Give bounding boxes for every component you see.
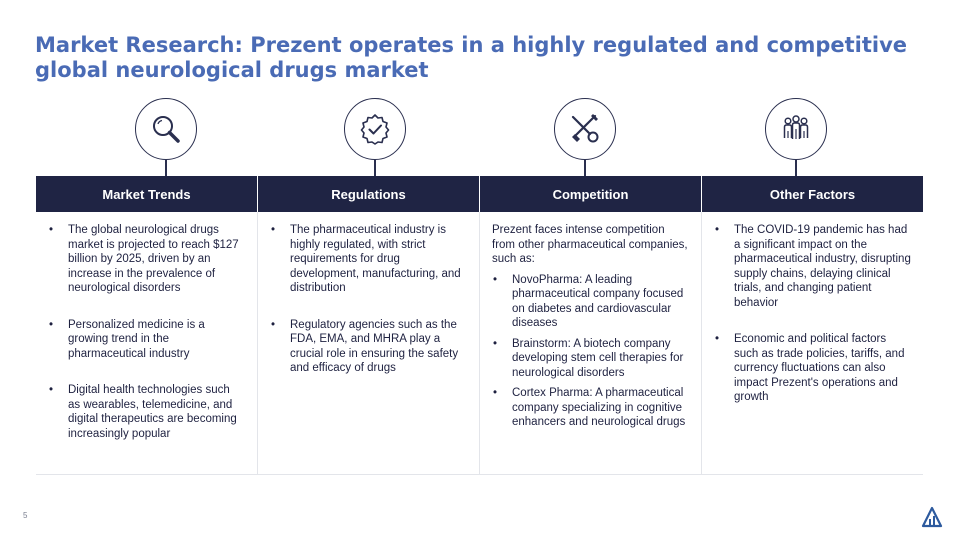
bullet-list (48, 223, 245, 441)
list-item: • The global neurological drugs market is projected to reach $127 billion by 2025, driven by an increase in the prevalence of neurological disorders (48, 223, 245, 296)
icon-connector (795, 160, 797, 177)
list-item: • Personalized medicine is a growing trend in the pharmaceutical industry (48, 318, 245, 362)
column-market-trends (36, 212, 258, 474)
slide-title: Market Research: Prezent operates in a highly regulated and competitive global neurological drugs market (35, 33, 908, 82)
bullet-list (714, 223, 911, 405)
bullet-list (492, 273, 689, 430)
icon-connector (584, 160, 586, 177)
list-item: • Regulatory agencies such as the FDA, EMA, and MHRA play a crucial role in ensuring the safety and efficacy of drugs (270, 318, 467, 376)
header-other-factors: Other Factors (769, 186, 856, 202)
brand-logo (921, 506, 943, 533)
page-number: 5 (23, 511, 28, 520)
header-market-trends: Market Trends (36, 176, 258, 212)
competition-intro: Prezent faces intense competition from other pharmaceutical companies, such as: (492, 224, 688, 265)
icon-connector (374, 160, 376, 177)
list-item: • Brainstorm: A biotech company developing stem cell therapies for neurological disorders (492, 337, 689, 381)
tools-icon (554, 98, 616, 160)
magnifier-icon (135, 98, 197, 160)
header-regulations: Regulations (258, 176, 480, 212)
column-header-bar (36, 176, 923, 212)
list-item: • Digital health technologies such as wearables, telemedicine, and digital therapeutics are becoming increasingly popular (48, 383, 245, 441)
icon-connector (165, 160, 167, 177)
bullet-list (270, 223, 467, 376)
column-regulations (258, 212, 480, 474)
list-item: • The COVID-19 pandemic has had a significant impact on the pharmaceutical industry, disrupting supply chains, delaying clinical trials, and changing patient behavior (714, 223, 911, 310)
column-competition (480, 212, 702, 474)
header-competition: Competition (480, 176, 702, 212)
check-badge-icon (344, 98, 406, 160)
list-item: • The pharmaceutical industry is highly regulated, with strict requirements for drug development, manufacturing, and distribution (270, 223, 467, 296)
column-other-factors (702, 212, 923, 474)
list-item: • Cortex Pharma: A pharmaceutical company specializing in cognitive enhancers and neurological drugs (492, 386, 689, 430)
list-item: • NovoPharma: A leading pharmaceutical company focused on diabetes and cardiovascular diseases (492, 273, 689, 331)
list-item: • Economic and political factors such as trade policies, tariffs, and currency fluctuations can also impact Prezent's operations and growth (714, 332, 911, 405)
content-columns (36, 212, 923, 475)
people-group-icon (765, 98, 827, 160)
